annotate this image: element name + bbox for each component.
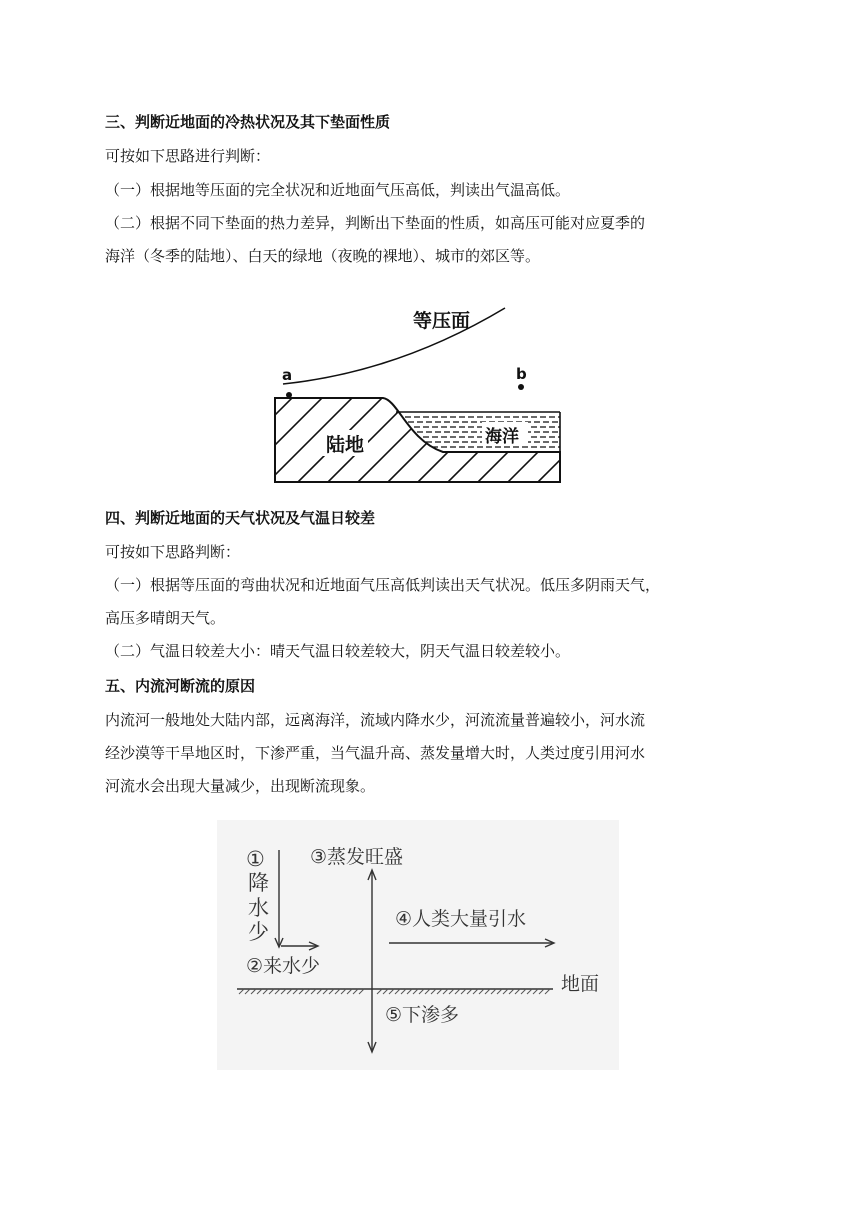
label-4: ④人类大量引水: [395, 908, 527, 930]
point-b-label: b: [516, 365, 527, 383]
section-5-heading: 五、内流河断流的原因: [105, 677, 256, 695]
section-4-point-1-line-1: （一）根据等压面的弯曲状况和近地面气压高低判读出天气状况。低压多阴雨天气，: [105, 576, 661, 594]
ground-label: 地面: [561, 973, 600, 995]
isobar-curve: [283, 308, 505, 384]
river-cutoff-figure: [217, 820, 619, 1070]
section-3-point-1: （一）根据地等压面的完全状况和近地面气压高低，判读出气温高低。: [105, 181, 571, 199]
isobar-land-sea-figure: [268, 300, 568, 490]
label-1-char-2: 水: [248, 896, 269, 920]
section-4-point-1-line-2: 高压多晴朗天气。: [105, 609, 226, 627]
point-a-label: a: [282, 366, 293, 384]
section-3-point-2-line-2: 海洋（冬季的陆地）、白天的绿地（夜晚的裸地）、城市的郊区等。: [105, 247, 541, 265]
section-3-heading: 三、判断近地面的冷热状况及其下垫面性质: [105, 113, 391, 131]
label-1-char-1: 降: [248, 871, 269, 895]
section-3-intro: 可按如下思路进行判断：: [105, 147, 271, 165]
sea-label: 海洋: [485, 427, 519, 447]
land-label: 陆地: [326, 434, 365, 456]
label-5: ⑤下渗多: [385, 1004, 460, 1026]
section-5-para-line-1: 内流河一般地处大陆内部，远离海洋，流域内降水少，河流流量普遍较小，河水流: [105, 711, 646, 729]
label-2: ②来水少: [246, 955, 321, 977]
section-3-point-2-line-1: （二）根据不同下垫面的热力差异，判断出下垫面的性质，如高压可能对应夏季的: [105, 214, 646, 232]
section-5-para-line-2: 经沙漠等干旱地区时，下渗严重，当气温升高、蒸发量增大时，人类过度引用河水: [105, 744, 646, 762]
label-3: ③蒸发旺盛: [310, 846, 404, 868]
section-4-point-2: （二）气温日较差大小：晴天气温日较差较大，阴天气温日较差较小。: [105, 642, 571, 660]
label-1-number: ①: [246, 847, 265, 871]
section-4-heading: 四、判断近地面的天气状况及气温日较差: [105, 509, 376, 527]
point-b: [518, 384, 524, 390]
label-1-char-3: 少: [248, 920, 269, 944]
isobar-label: 等压面: [413, 310, 471, 332]
section-5-para-line-3: 河流水会出现大量减少，出现断流现象。: [105, 777, 376, 795]
section-4-intro: 可按如下思路判断：: [105, 543, 241, 561]
